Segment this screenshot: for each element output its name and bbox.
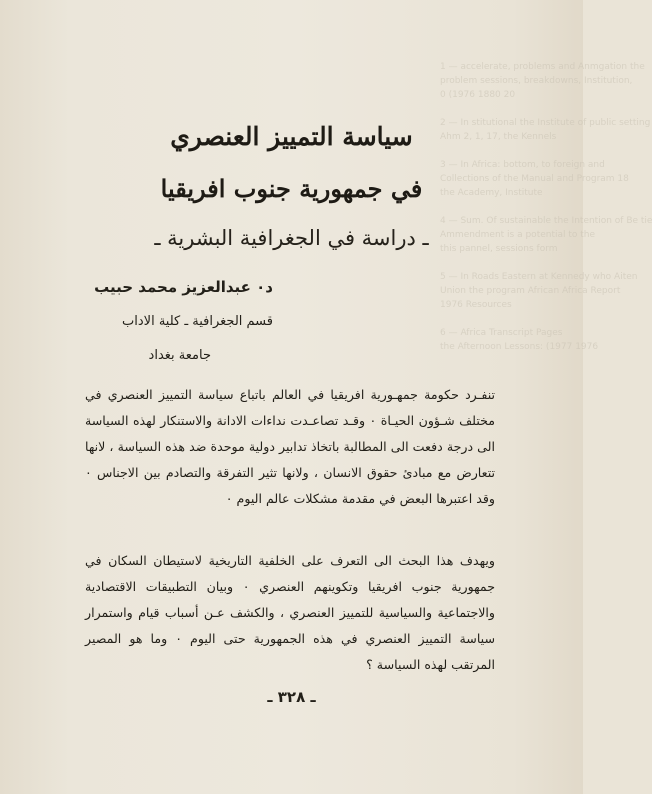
bleed-through-line: 5 — In Roads Eastern at Kennedy who Aiten	[440, 272, 638, 282]
subtitle: ـ دراسة في الجغرافية البشرية ـ	[154, 226, 429, 250]
bleed-through-line: 0 (1976 1880 20	[440, 90, 516, 100]
author-name: د٠ عبدالعزيز محمد حبيب	[94, 278, 273, 296]
bleed-through-line: 1976 Resources	[440, 300, 512, 310]
bleed-through-line: the Afternoon Lessons: (1977 1976	[440, 342, 599, 352]
bleed-through-line: the Academy, Institute	[440, 188, 543, 198]
bleed-through-line: 4 — Sum. Of sustainable the Intention of Be tie	[440, 216, 652, 226]
bleed-through-line: 6 — Africa Transcript Pages	[440, 328, 563, 338]
paragraph-2: ويهدف هذا البحث الى التعرف على الخلفية التاريخية لاستيطان السكان في جمهورية جنوب افريقيا وتكوينهم العنصري ٠ وبيان التطبيقات الاقتصادية والاجتماعية والسياسية للتمييز العنصري ، والكشف عـن أسباب قيام واستمرار سياسة التمييز العنصري في هذه الجمهورية حتى اليوم ٠ وما هو المصير المرتقب لهذه السياسة ؟	[85, 553, 496, 672]
bleed-through-line: Ammendment is a potential to the	[440, 230, 596, 240]
bleed-through-line	[440, 312, 570, 326]
bleed-through-line: Union the program African Africa Report	[440, 286, 621, 296]
bleed-through-line: problem sessions, breakdowns, Institution,	[440, 76, 633, 86]
author-university: جامعة بغداد	[148, 348, 211, 363]
bleed-through-line: 1 — accelerate, problems and Anmgation the	[440, 62, 645, 72]
page-number: ـ ٣٢٨ ـ	[267, 688, 316, 706]
title-line-1: سياسة التمييز العنصري	[170, 122, 413, 151]
bleed-through-line: 3 — In Africa: bottom, to foreign and	[440, 160, 605, 170]
paragraph-1: تنفـرد حكومة جمهـورية افريقيا في العالم باتباع سياسة التمييز العنصري في مختلف شـؤون الحيـاة ٠ وقـد تصاعـدت نداءات الادانة والاستنكار لهذه السياسة الى درجة دفعت الى المطالبة باتخاذ تدابير دولية موحدة ضد هذه السياسة ، لانها تتعارض مع مبادئ حقوق الانسان ، ولانها تثير التفرقة والتصادم بين الاجناس ٠ وقد اعتبرها البعض في مقدمة مشكلات عالم اليوم ٠	[85, 387, 495, 506]
bleed-through-line: Ahm 2, 1, 17, the Kennels	[440, 132, 557, 142]
bleed-through-line	[440, 102, 570, 116]
bleed-through-text	[440, 60, 652, 390]
author-department: قسم الجغرافية ـ كلية الاداب	[122, 314, 273, 329]
bleed-through-line: this pannel, sessions form	[440, 244, 558, 254]
title-line-2: في جمهورية جنوب افريقيا	[160, 174, 423, 203]
bleed-through-line: 2 — In stitutional the Institute of public setting	[440, 118, 651, 128]
bleed-through-line	[440, 256, 570, 270]
bleed-through-line: Collections of the Manual and Program 18	[440, 174, 629, 184]
